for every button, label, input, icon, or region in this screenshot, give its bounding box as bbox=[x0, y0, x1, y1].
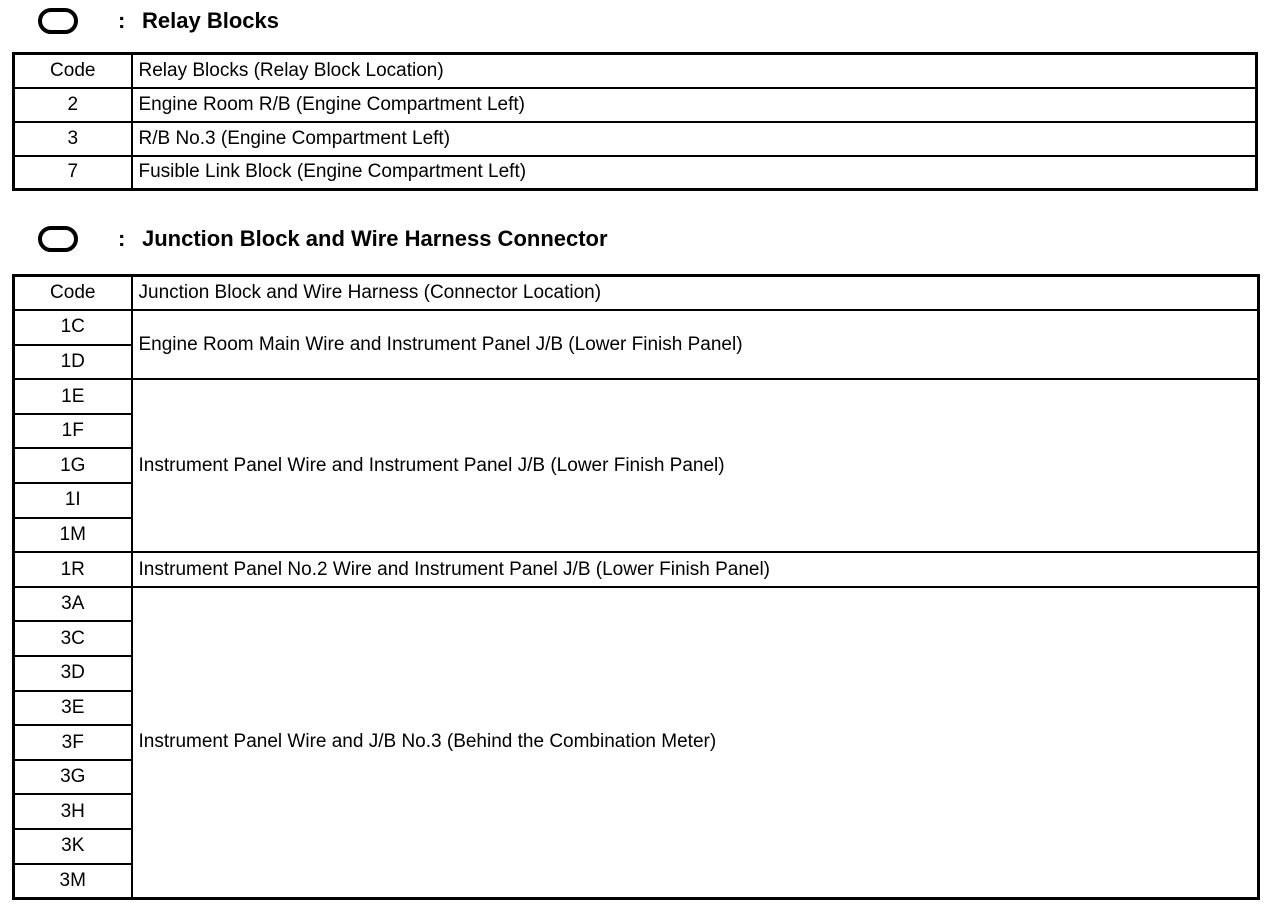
table-row bbox=[14, 122, 1257, 156]
connector-code-cell: 1D bbox=[14, 345, 132, 380]
code-column-header: Code bbox=[14, 276, 132, 311]
junction-section-heading bbox=[38, 222, 608, 256]
location-column-header: Relay Blocks (Relay Block Location) bbox=[132, 54, 1257, 88]
relay-code-cell: 7 bbox=[14, 156, 132, 190]
table-row bbox=[14, 156, 1257, 190]
table-row bbox=[14, 310, 1259, 345]
junction-section-title: Junction Block and Wire Harness Connector bbox=[142, 226, 608, 251]
junction-block-table bbox=[12, 274, 1260, 900]
connector-code-cell: 1I bbox=[14, 483, 132, 518]
heading-colon: : bbox=[118, 226, 126, 251]
table-row bbox=[14, 379, 1259, 414]
connector-code-cell: 1F bbox=[14, 414, 132, 449]
connector-code-cell: 1R bbox=[14, 552, 132, 587]
relay-code-cell: 3 bbox=[14, 122, 132, 156]
connector-code-cell: 1G bbox=[14, 448, 132, 483]
junction-block-oval-icon bbox=[38, 226, 78, 252]
relay-code-cell: 2 bbox=[14, 88, 132, 122]
relay-location-cell: Engine Room R/B (Engine Compartment Left) bbox=[132, 88, 1257, 122]
table-row bbox=[14, 587, 1259, 622]
table-header-row bbox=[14, 276, 1259, 311]
connector-location-cell: Instrument Panel Wire and J/B No.3 (Behind the Combination Meter) bbox=[132, 587, 1259, 898]
connector-code-cell: 3M bbox=[14, 864, 132, 899]
connector-code-cell: 3A bbox=[14, 587, 132, 622]
connector-location-cell: Instrument Panel No.2 Wire and Instrument Panel J/B (Lower Finish Panel) bbox=[132, 552, 1259, 587]
table-row bbox=[14, 88, 1257, 122]
relay-block-oval-icon bbox=[38, 8, 78, 34]
relay-location-cell: Fusible Link Block (Engine Compartment Left) bbox=[132, 156, 1257, 190]
connector-code-cell: 1C bbox=[14, 310, 132, 345]
connector-location-cell: Instrument Panel Wire and Instrument Panel J/B (Lower Finish Panel) bbox=[132, 379, 1259, 552]
table-header-row bbox=[14, 54, 1257, 88]
connector-code-cell: 3K bbox=[14, 829, 132, 864]
connector-code-cell: 3E bbox=[14, 691, 132, 726]
relay-blocks-table bbox=[12, 52, 1258, 191]
connector-code-cell: 3G bbox=[14, 760, 132, 795]
relay-location-cell: R/B No.3 (Engine Compartment Left) bbox=[132, 122, 1257, 156]
heading-colon: : bbox=[118, 8, 126, 33]
relay-section-heading bbox=[38, 4, 279, 38]
table-row bbox=[14, 552, 1259, 587]
connector-location-cell: Engine Room Main Wire and Instrument Panel J/B (Lower Finish Panel) bbox=[132, 310, 1259, 379]
connector-code-cell: 3F bbox=[14, 725, 132, 760]
connector-code-cell: 1E bbox=[14, 379, 132, 414]
relay-section-title: Relay Blocks bbox=[142, 8, 279, 33]
location-column-header: Junction Block and Wire Harness (Connector Location) bbox=[132, 276, 1259, 311]
connector-code-cell: 3H bbox=[14, 794, 132, 829]
connector-code-cell: 3C bbox=[14, 621, 132, 656]
connector-code-cell: 1M bbox=[14, 518, 132, 553]
code-column-header: Code bbox=[14, 54, 132, 88]
connector-code-cell: 3D bbox=[14, 656, 132, 691]
